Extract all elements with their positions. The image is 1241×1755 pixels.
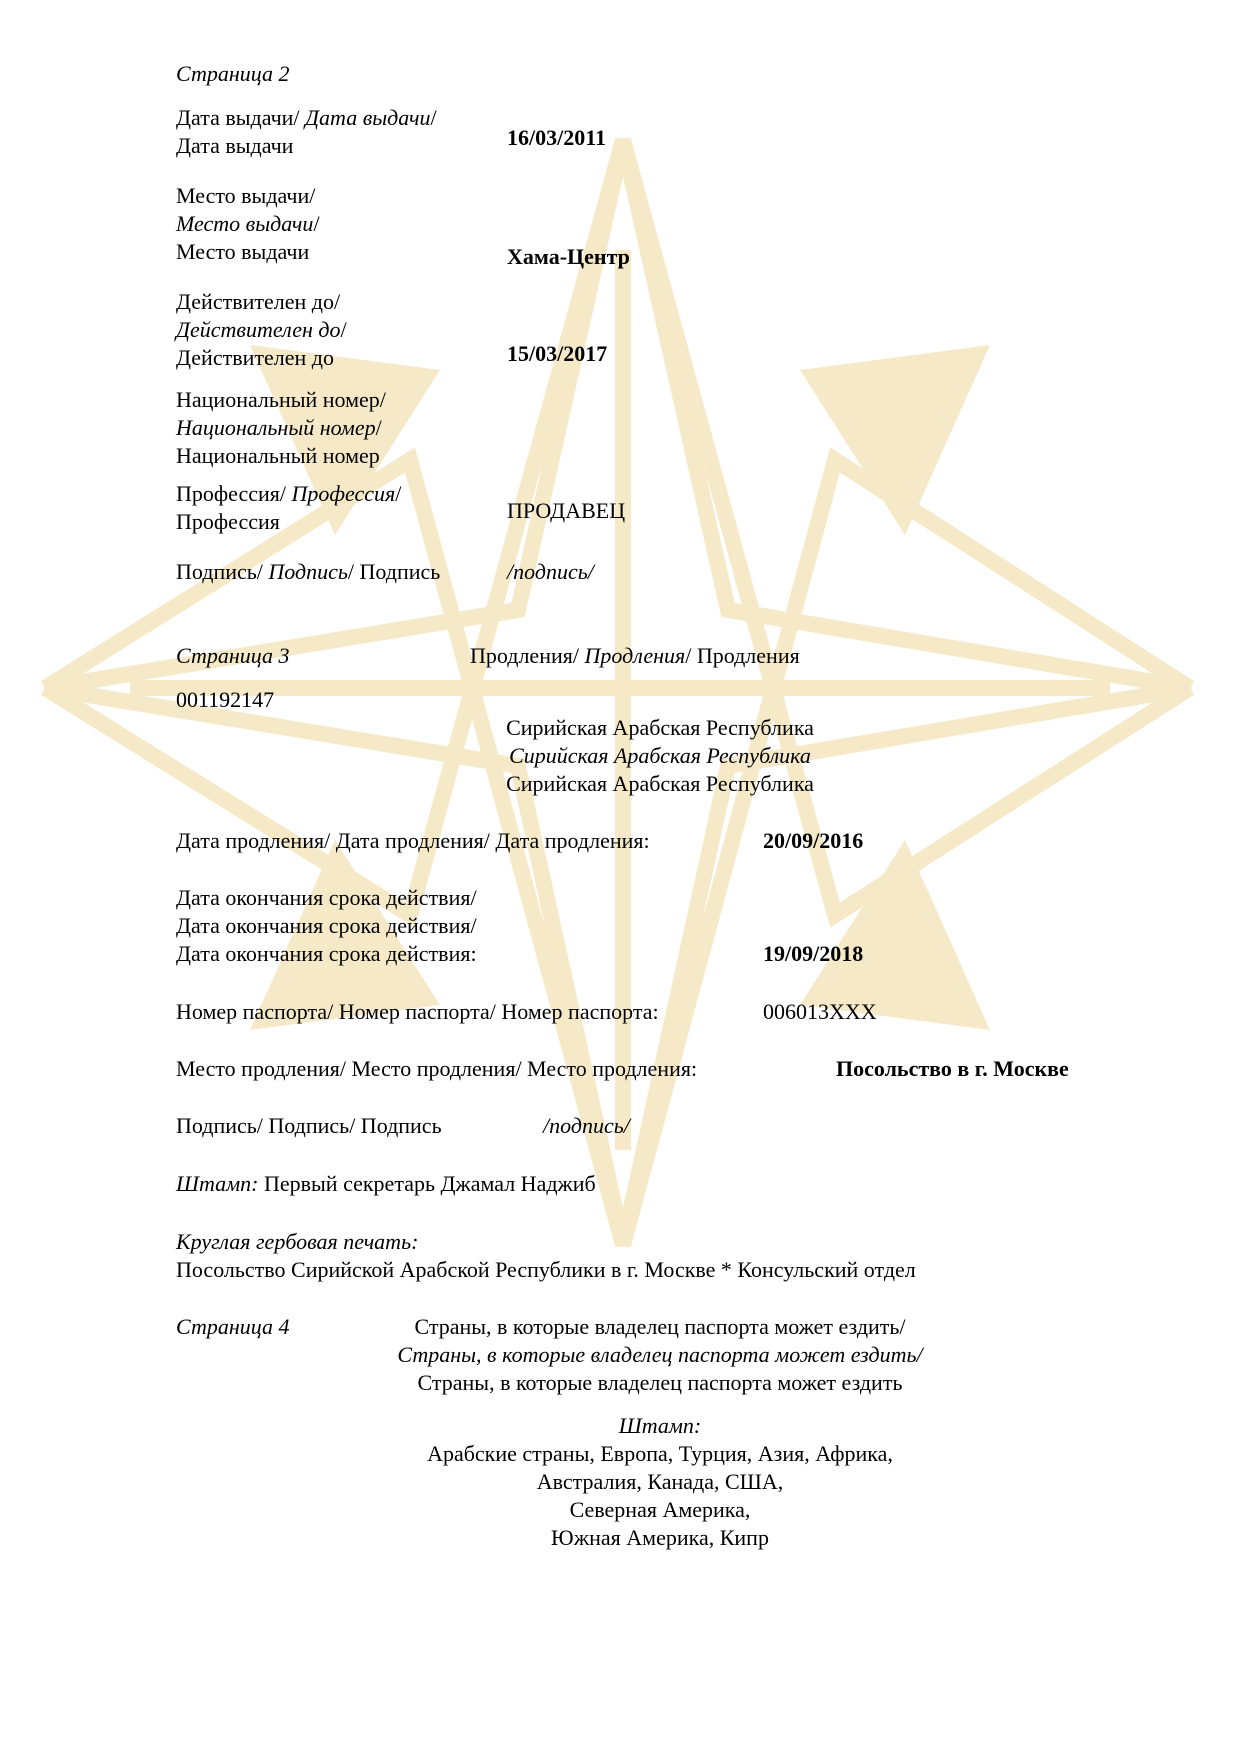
slash: /: [395, 481, 402, 506]
valid-until-label-line2: [176, 316, 347, 344]
stamp-country-line: Южная Америка, Кипр: [551, 1525, 769, 1550]
expiry-date-value: 19/09/2018: [763, 941, 864, 966]
issue-date-label-line2: Дата выдачи: [176, 133, 294, 158]
countries-line-3: Страны, в которые владелец паспорта может ездить: [417, 1370, 903, 1395]
signature-value: /подпись/: [507, 559, 594, 584]
valid-until-label-line3: Действителен до: [176, 345, 334, 370]
renewal-signature-label: Подпись/ Подпись/ Подпись: [176, 1113, 442, 1138]
valid-until-value: 15/03/2017: [507, 341, 608, 366]
signature-label-ru: Подпись/: [176, 559, 269, 584]
country-line-3: Сирийская Арабская Республика: [506, 771, 814, 796]
expiry-date-label-line1: Дата окончания срока действия/: [176, 885, 477, 910]
signature-label-rest: / Подпись: [347, 559, 441, 584]
issue-date-value: 16/03/2011: [507, 125, 607, 150]
stamp-country-line: Северная Америка,: [569, 1497, 751, 1522]
renewals-title-rest: / Продления: [685, 643, 800, 668]
countries-line-2: Страны, в которые владелец паспорта может ездить/: [397, 1342, 923, 1367]
issue-place-value: Хама-Центр: [507, 244, 630, 269]
slash: /: [340, 317, 347, 342]
issue-place-label-line3: Место выдачи: [176, 239, 310, 264]
passport-number-value: 006013XXX: [763, 999, 877, 1024]
signature-label-italic: Подпись: [268, 559, 348, 584]
renewals-title-ru: Продления/: [470, 643, 585, 668]
page-2-heading: Страница 2: [176, 61, 290, 86]
profession-label-ru: Профессия/: [176, 481, 292, 506]
document-number: 001192147: [176, 687, 275, 712]
national-number-label-line1: Национальный номер/: [176, 387, 386, 412]
country-line-2: Сирийская Арабская Республика: [509, 743, 811, 768]
renewal-date-value: 20/09/2016: [763, 828, 864, 853]
renewal-place-value: Посольство в г. Москве: [836, 1056, 1069, 1081]
issue-place-label-line2: [176, 210, 320, 238]
page-3-heading: Страница 3: [176, 643, 290, 668]
issue-date-label-ru: Дата выдачи/: [176, 105, 306, 130]
stamp-line: [176, 1170, 596, 1198]
national-number-label-italic: Национальный номер: [176, 415, 376, 440]
profession-label-line2: Профессия: [176, 509, 280, 534]
national-number-label-line3: Национальный номер: [176, 443, 380, 468]
issue-date-label-italic: Дата выдачи: [305, 105, 431, 130]
slash: /: [313, 211, 320, 236]
valid-until-label-line1: Действителен до/: [176, 289, 341, 314]
national-number-label-line2: [176, 414, 382, 442]
signature-label: [176, 558, 440, 586]
renewal-signature-value: /подпись/: [543, 1113, 630, 1138]
stamp-country-line: Арабские страны, Европа, Турция, Азия, Африка,: [427, 1441, 893, 1466]
passport-number-label: Номер паспорта/ Номер паспорта/ Номер паспорта:: [176, 999, 659, 1024]
slash: /: [375, 415, 382, 440]
expiry-date-label-line2: Дата окончания срока действия/: [176, 913, 477, 938]
page-4-heading: Страница 4: [176, 1314, 290, 1339]
profession-value: ПРОДАВЕЦ: [507, 498, 626, 523]
renewal-place-label: Место продления/ Место продления/ Место продления:: [176, 1056, 698, 1081]
stamp-country-line: Австралия, Канада, США,: [536, 1469, 784, 1494]
seal-text: Посольство Сирийской Арабской Республики в г. Москве * Консульский отдел: [176, 1257, 916, 1282]
slash: /: [430, 105, 437, 130]
profession-label-line1: [176, 480, 401, 508]
country-line-1: Сирийская Арабская Республика: [506, 715, 814, 740]
stamp-label: Штамп:: [176, 1171, 259, 1196]
profession-label-italic: Профессия: [291, 481, 396, 506]
countries-line-1: Страны, в которые владелец паспорта может ездить/: [414, 1314, 906, 1339]
issue-place-label-line1: Место выдачи/: [176, 183, 316, 208]
renewals-title-italic: Продления: [584, 643, 686, 668]
issue-date-label: [176, 104, 437, 132]
renewal-date-label: Дата продления/ Дата продления/ Дата продления:: [176, 828, 650, 853]
seal-label: Круглая гербовая печать:: [176, 1229, 419, 1254]
renewals-title: [470, 642, 800, 670]
valid-until-label-italic: Действителен до: [176, 317, 341, 342]
page-4-stamp-label: Штамп:: [618, 1413, 702, 1438]
issue-place-label-italic: Место выдачи: [176, 211, 314, 236]
stamp-text: Первый секретарь Джамал Наджиб: [258, 1171, 596, 1196]
expiry-date-label-line3: Дата окончания срока действия:: [176, 941, 477, 966]
